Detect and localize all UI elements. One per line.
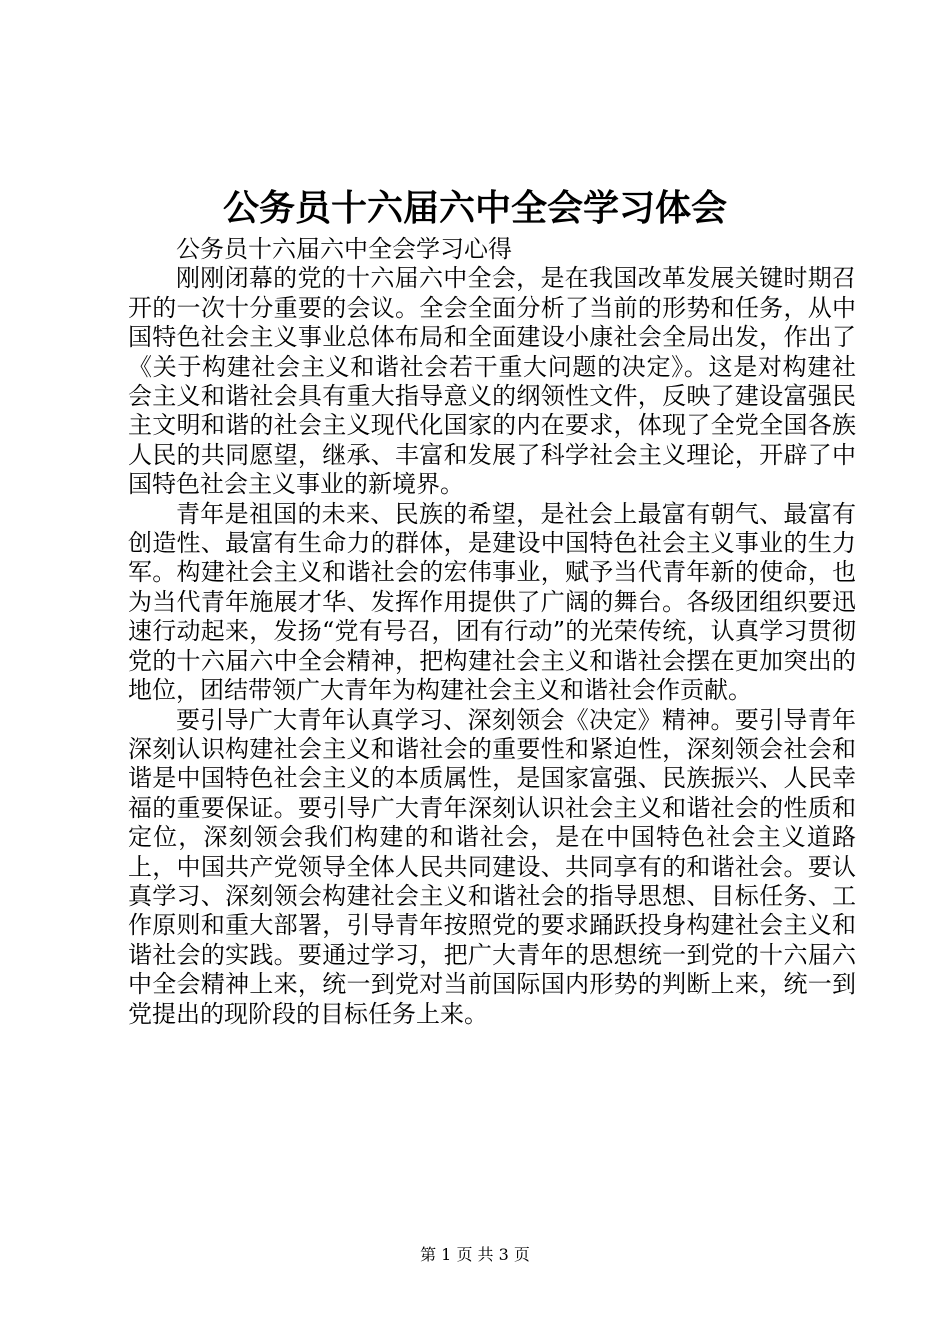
subtitle-paragraph: 公务员十六届六中全会学习心得 [176,235,512,263]
document-title: 公务员十六届六中全会学习体会 [222,187,727,229]
body-paragraph: 刚刚闭幕的党的十六届六中全会，是在我国改革发展关键时期召开的一次十分重要的会议。全会全面分析了当前的形势和任务，从中国特色社会主义事业总体布局和全面建设小康社会全局出发，作出了《关于构建社会主义和谐社会若干重大问题的决定》。这是对构建社会主义和谐社会具有重大指导意义的纲领性文件，反映了建设富强民主文明和谐的社会主义现代化国家的内在要求，体现了全党全国各族人民的共同愿望，继承、丰富和发展了科学社会主义理论，开辟了中国特色社会主义事业的新境界。 [128,264,856,499]
body-paragraph: 青年是祖国的未来、民族的希望，是社会上最富有朝气、最富有创造性、最富有生命力的群体，是建设中国特色社会主义事业的生力军。构建社会主义和谐社会的宏伟事业，赋予当代青年新的使命，也为当代青年施展才华、发挥作用提供了广阔的舞台。各级团组织要迅速行动起来，发扬“党有号召，团有行动”的光荣传统，认真学习贯彻党的十六届六中全会精神，把构建社会主义和谐社会摆在更加突出的地位，团结带领广大青年为构建社会主义和谐社会作贡献。 [128,499,856,705]
document-body [128,235,856,1029]
body-paragraph: 要引导广大青年认真学习、深刻领会《决定》精神。要引导青年深刻认识构建社会主义和谐社会的重要性和紧迫性，深刻领会社会和谐是中国特色社会主义的本质属性，是国家富强、民族振兴、人民幸福的重要保证。要引导广大青年深刻认识社会主义和谐社会的性质和定位，深刻领会我们构建的和谐社会，是在中国特色社会主义道路上，中国共产党领导全体人民共同建设、共同享有的和谐社会。要认真学习、深刻领会构建社会主义和谐社会的指导思想、目标任务、工作原则和重大部署，引导青年按照党的要求踊跃投身构建社会主义和谐社会的实践。要通过学习，把广大青年的思想统一到党的十六届六中全会精神上来，统一到党对当前国际国内形势的判断上来，统一到党提出的现阶段的目标任务上来。 [128,705,856,1028]
page-footer: 第 1 页 共 3 页 [420,1245,530,1264]
